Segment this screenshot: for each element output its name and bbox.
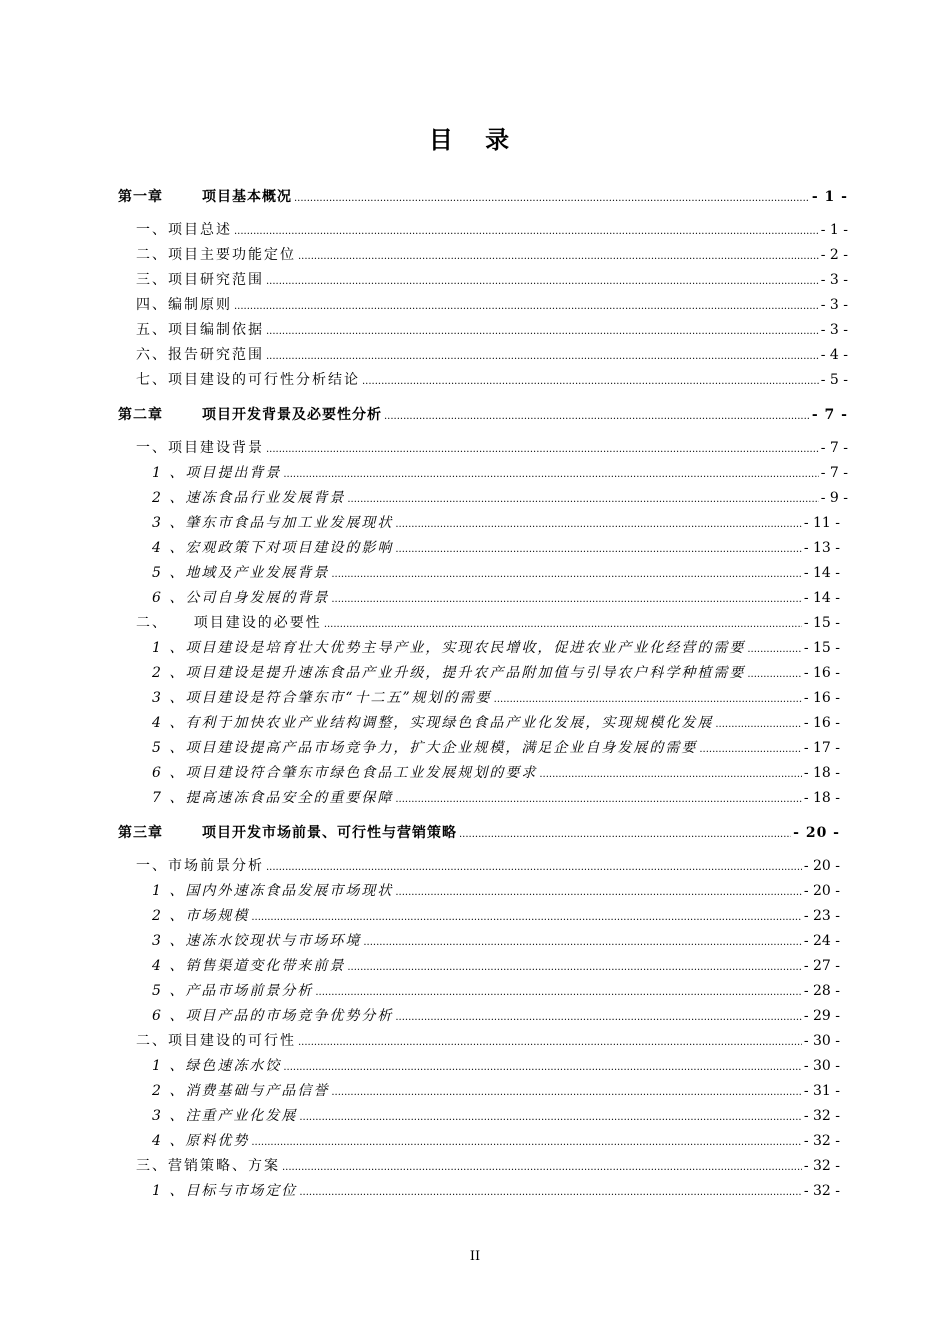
page-number: - 14 - [803, 590, 840, 606]
toc-entry[interactable] [136, 856, 840, 876]
entry-label: 3 、肇东市食品与加工业发展现状 [152, 515, 394, 531]
page-number: - 14 - [803, 565, 840, 581]
page-number: - 32 - [803, 1158, 840, 1174]
toc-entry[interactable] [136, 370, 848, 390]
toc-subentry[interactable] [152, 956, 840, 976]
leader-dots [282, 1158, 802, 1178]
toc-subentry[interactable] [152, 713, 840, 733]
entry-label: 二、 项目建设的必要性 [136, 615, 322, 631]
entry-label: 1 、国内外速冻食品发展市场现状 [152, 883, 394, 899]
leader-dots [384, 407, 810, 427]
toc-entry[interactable] [136, 345, 848, 365]
leader-dots [395, 883, 801, 903]
page-number: - 20 - [803, 883, 840, 899]
leader-dots [347, 490, 818, 510]
toc-chapter-2[interactable] [118, 405, 848, 425]
toc-chapter-1[interactable] [118, 187, 848, 207]
entry-label: 二、项目主要功能定位 [136, 247, 296, 263]
toc-entry[interactable] [136, 1031, 840, 1051]
page-number: - 29 - [803, 1008, 840, 1024]
page-number: - 32 - [803, 1183, 840, 1199]
leader-dots [363, 933, 801, 953]
leader-dots [395, 790, 801, 810]
toc-entry[interactable] [136, 295, 848, 315]
leader-dots [395, 540, 801, 560]
page-number: - 3 - [820, 322, 848, 338]
toc-subentry[interactable] [152, 1056, 840, 1076]
leader-dots [298, 247, 819, 267]
toc-subentry[interactable] [152, 563, 840, 583]
toc-subentry[interactable] [152, 788, 840, 808]
leader-dots [251, 1133, 801, 1153]
entry-label: 七、项目建设的可行性分析结论 [136, 372, 360, 388]
leader-dots [331, 590, 801, 610]
page-number: - 9 - [820, 490, 848, 506]
toc-subentry[interactable] [152, 981, 840, 1001]
toc-subentry[interactable] [152, 738, 840, 758]
page-number: - 15 - [803, 615, 840, 631]
leader-dots [251, 908, 801, 928]
toc-subentry[interactable] [152, 538, 840, 558]
leader-dots [331, 1083, 801, 1103]
toc-subentry[interactable] [152, 588, 840, 608]
toc-entry[interactable] [136, 438, 848, 458]
entry-label: 4 、原料优势 [152, 1133, 250, 1149]
leader-dots [266, 858, 802, 878]
entry-label: 6 、公司自身发展的背景 [152, 590, 330, 606]
leader-dots [699, 740, 801, 760]
page-number: - 31 - [803, 1083, 840, 1099]
leader-dots [494, 690, 802, 710]
page-number: - 17 - [803, 740, 840, 756]
page-number: - 27 - [803, 958, 840, 974]
toc-subentry[interactable] [152, 763, 840, 783]
entry-label: 六、报告研究范围 [136, 347, 264, 363]
toc-title: 目 录 [428, 125, 522, 154]
entry-label: 三、营销策略、方案 [136, 1158, 280, 1174]
toc-subentry[interactable] [152, 638, 840, 658]
leader-dots [234, 222, 819, 242]
page-number: - 30 - [803, 1058, 840, 1074]
toc-subentry[interactable] [152, 1106, 840, 1126]
leader-dots [266, 322, 819, 342]
toc-subentry[interactable] [152, 688, 840, 708]
page-number: - 4 - [820, 347, 848, 363]
page-number: - 5 - [820, 372, 848, 388]
entry-label: 4 、销售渠道变化带来前景 [152, 958, 346, 974]
toc-subentry[interactable] [152, 881, 840, 901]
page-number: - 7 - [820, 465, 848, 481]
entry-label: 6 、项目建设符合肇东市绿色食品工业发展规划的要求 [152, 765, 538, 781]
entry-label: 四、编制原则 [136, 297, 232, 313]
page-number: - 16 - [803, 690, 840, 706]
toc-entry[interactable] [136, 270, 848, 290]
page-number: - 28 - [803, 983, 840, 999]
entry-label: 5 、地域及产业发展背景 [152, 565, 330, 581]
page-number: - 2 - [820, 247, 848, 263]
page-number: - 15 - [803, 640, 840, 656]
leader-dots [539, 765, 801, 785]
toc-subentry[interactable] [152, 488, 848, 508]
chapter-title: 项目基本概况 [202, 189, 292, 205]
entry-label: 5 、产品市场前景分析 [152, 983, 314, 999]
entry-label: 二、项目建设的可行性 [136, 1033, 296, 1049]
chapter-number: 第二章 [118, 407, 163, 423]
entry-label: 3 、速冻水饺现状与市场环境 [152, 933, 362, 949]
toc-subentry[interactable] [152, 1081, 840, 1101]
page-number: - 13 - [803, 540, 840, 556]
chapter-title: 项目开发市场前景、可行性与营销策略 [202, 825, 457, 841]
entry-label: 3 、项目建设是符合肇东市“十二五”规划的需要 [152, 690, 492, 706]
leader-dots [266, 347, 819, 367]
entry-label: 一、市场前景分析 [136, 858, 264, 874]
entry-label: 1 、项目提出背景 [152, 465, 282, 481]
toc-entry[interactable] [136, 220, 848, 240]
entry-label: 1 、绿色速冻水饺 [152, 1058, 282, 1074]
toc-chapter-3[interactable] [118, 823, 840, 843]
leader-dots [266, 440, 819, 460]
toc-subentry[interactable] [152, 513, 840, 533]
page-number: - 3 - [820, 272, 848, 288]
leader-dots [362, 372, 819, 392]
toc-subentry[interactable] [152, 1131, 840, 1151]
entry-label: 4 、有利于加快农业产业结构调整，实现绿色食品产业化发展，实现规模化发展 [152, 715, 714, 731]
leader-dots [299, 1183, 801, 1203]
page-number: - 20 - [803, 858, 840, 874]
page-number: - 1 - [820, 222, 848, 238]
leader-dots [234, 297, 819, 317]
leader-dots [395, 1008, 801, 1028]
leader-dots [299, 1108, 801, 1128]
entry-label: 2 、项目建设是提升速冻食品产业升级，提升农产品附加值与引导农户科学种植需要 [152, 665, 746, 681]
leader-dots [324, 615, 802, 635]
leader-dots [294, 189, 810, 209]
leader-dots [747, 640, 801, 660]
toc-subentry[interactable] [152, 906, 840, 926]
toc-subentry[interactable] [152, 1006, 840, 1026]
entry-label: 6 、项目产品的市场竞争优势分析 [152, 1008, 394, 1024]
page-number: - 32 - [803, 1108, 840, 1124]
page-footer-number: II [469, 1249, 481, 1264]
leader-dots [315, 983, 801, 1003]
toc-entry[interactable] [136, 320, 848, 340]
page-number: - 16 - [803, 665, 840, 681]
page-number: - 3 - [820, 297, 848, 313]
page-number: - 11 - [803, 515, 840, 531]
chapter-number: 第三章 [118, 825, 163, 841]
toc-entry[interactable] [136, 613, 840, 633]
leader-dots [283, 465, 818, 485]
entry-label: 1 、目标与市场定位 [152, 1183, 298, 1199]
entry-label: 三、项目研究范围 [136, 272, 264, 288]
entry-label: 4 、宏观政策下对项目建设的影响 [152, 540, 394, 556]
page-number: - 1 - [811, 189, 848, 205]
leader-dots [266, 272, 819, 292]
toc-subentry[interactable] [152, 663, 840, 683]
page-number: - 16 - [803, 715, 840, 731]
leader-dots [298, 1033, 802, 1053]
page-number: - 32 - [803, 1133, 840, 1149]
entry-label: 2 、消费基础与产品信誉 [152, 1083, 330, 1099]
entry-label: 五、项目编制依据 [136, 322, 264, 338]
entry-label: 2 、速冻食品行业发展背景 [152, 490, 346, 506]
toc-subentry[interactable] [152, 1181, 840, 1201]
page-number: - 20 - [793, 825, 840, 841]
page-number: - 18 - [803, 765, 840, 781]
leader-dots [283, 1058, 801, 1078]
leader-dots [747, 665, 801, 685]
entry-label: 7 、提高速冻食品安全的重要保障 [152, 790, 394, 806]
toc-entry[interactable] [136, 245, 848, 265]
toc-subentry[interactable] [152, 931, 840, 951]
chapter-number: 第一章 [118, 189, 163, 205]
page-number: - 7 - [811, 407, 848, 423]
entry-label: 2 、市场规模 [152, 908, 250, 924]
entry-label: 一、项目总述 [136, 222, 232, 238]
page-number: - 7 - [820, 440, 848, 456]
entry-label: 5 、项目建设提高产品市场竞争力，扩大企业规模，满足企业自身发展的需要 [152, 740, 698, 756]
page-number: - 24 - [803, 933, 840, 949]
entry-label: 1 、项目建设是培育壮大优势主导产业，实现农民增收，促进农业产业化经营的需要 [152, 640, 746, 656]
leader-dots [459, 825, 791, 845]
entry-label: 一、项目建设背景 [136, 440, 264, 456]
entry-label: 3 、注重产业化发展 [152, 1108, 298, 1124]
leader-dots [395, 515, 801, 535]
leader-dots [331, 565, 801, 585]
toc-subentry[interactable] [152, 463, 848, 483]
chapter-title: 项目开发背景及必要性分析 [202, 407, 382, 423]
toc-entry[interactable] [136, 1156, 840, 1176]
page-number: - 23 - [803, 908, 840, 924]
page-number: - 18 - [803, 790, 840, 806]
leader-dots [715, 715, 801, 735]
page-number: - 30 - [803, 1033, 840, 1049]
leader-dots [347, 958, 801, 978]
